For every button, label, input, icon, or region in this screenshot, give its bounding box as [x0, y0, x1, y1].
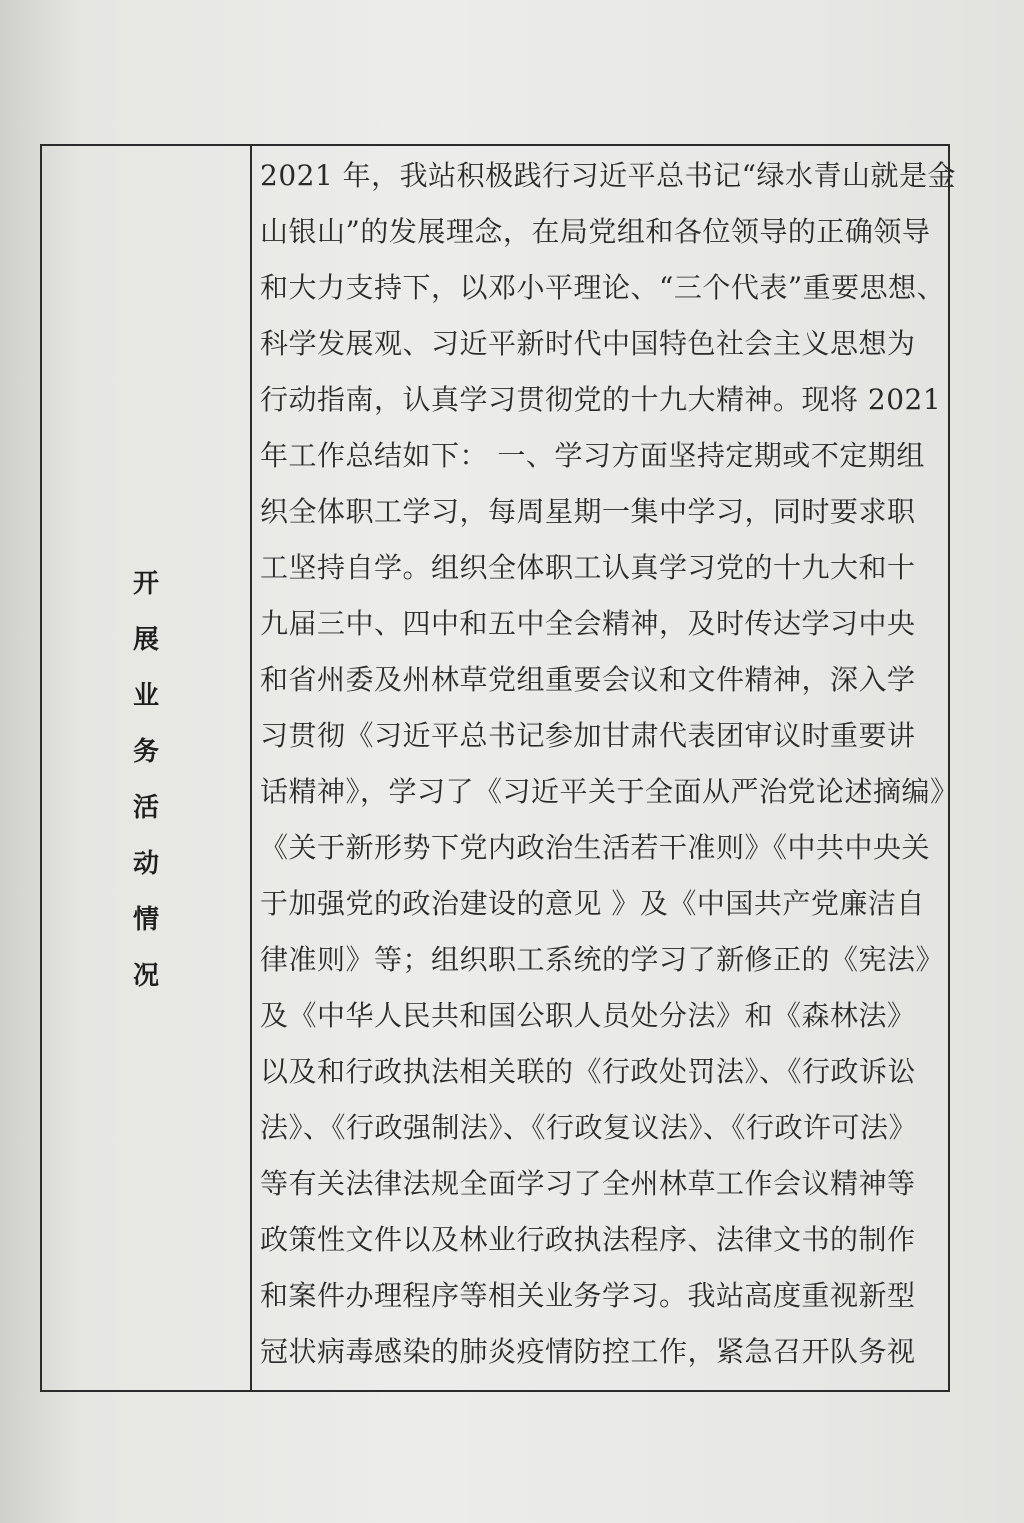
field-label-char: 况 — [132, 961, 159, 991]
body-line: 政策性文件以及林业行政执法程序、法律文书的制作 — [260, 1223, 916, 1256]
body-line: 九届三中、四中和五中全会精神，及时传达学习中央 — [260, 607, 916, 640]
field-label-cell — [42, 146, 252, 1390]
body-line: 和案件办理程序等相关业务学习。我站高度重视新型 — [260, 1279, 916, 1312]
body-line: 科学发展观、习近平新时代中国特色社会主义思想为 — [260, 327, 916, 360]
body-line: 年工作总结如下： 一、学习方面坚持定期或不定期组 — [260, 439, 925, 472]
body-line: 等有关法律法规全面学习了全州林草工作会议精神等 — [260, 1167, 916, 1200]
field-label-char: 业 — [132, 681, 159, 711]
field-label-char: 务 — [132, 737, 159, 767]
field-label-char: 活 — [132, 793, 159, 823]
body-line: 冠状病毒感染的肺炎疫情防控工作，紧急召开队务视 — [260, 1335, 916, 1368]
field-label-char: 开 — [132, 569, 159, 599]
body-line: 习贯彻《习近平总书记参加甘肃代表团审议时重要讲 — [260, 719, 916, 752]
field-content-cell — [252, 146, 959, 1390]
body-line: 2021 年，我站积极践行习近平总书记“绿水青山就是金 — [260, 159, 956, 192]
body-line: 工坚持自学。组织全体职工认真学习党的十九大和十 — [260, 551, 916, 584]
field-label-char: 动 — [132, 849, 159, 879]
body-line: 行动指南，认真学习贯彻党的十九大精神。现将 2021 — [260, 383, 942, 416]
body-line: 《关于新形势下党内政治生活若干准则》《中共中央关 — [260, 831, 931, 864]
field-label — [42, 556, 250, 1004]
body-line: 和大力支持下，以邓小平理论、“三个代表”重要思想、 — [260, 271, 946, 304]
form-table — [40, 144, 959, 1392]
body-line: 话精神》，学习了《习近平关于全面从严治党论述摘编》 — [260, 775, 959, 808]
body-line: 于加强党的政治建设的意见 》及《中国共产党廉洁自 — [260, 887, 925, 920]
body-line: 及《中华人民共和国公职人员处分法》和《森林法》 — [260, 999, 916, 1032]
body-line: 以及和行政执法相关联的《行政处罚法》、《行政诉讼 — [260, 1055, 917, 1088]
body-line: 律准则》等；组织职工系统的学习了新修正的《宪法》 — [260, 943, 945, 976]
field-label-char: 展 — [132, 625, 159, 655]
body-line: 法》、《行政强制法》、《行政复议法》、《行政许可法》 — [260, 1111, 918, 1144]
body-line: 山银山”的发展理念，在局党组和各位领导的正确领导 — [260, 215, 931, 248]
field-label-char: 情 — [132, 905, 159, 935]
body-line: 和省州委及州林草党组重要会议和文件精神，深入学 — [260, 663, 916, 696]
body-line: 织全体职工学习，每周星期一集中学习，同时要求职 — [260, 495, 916, 528]
